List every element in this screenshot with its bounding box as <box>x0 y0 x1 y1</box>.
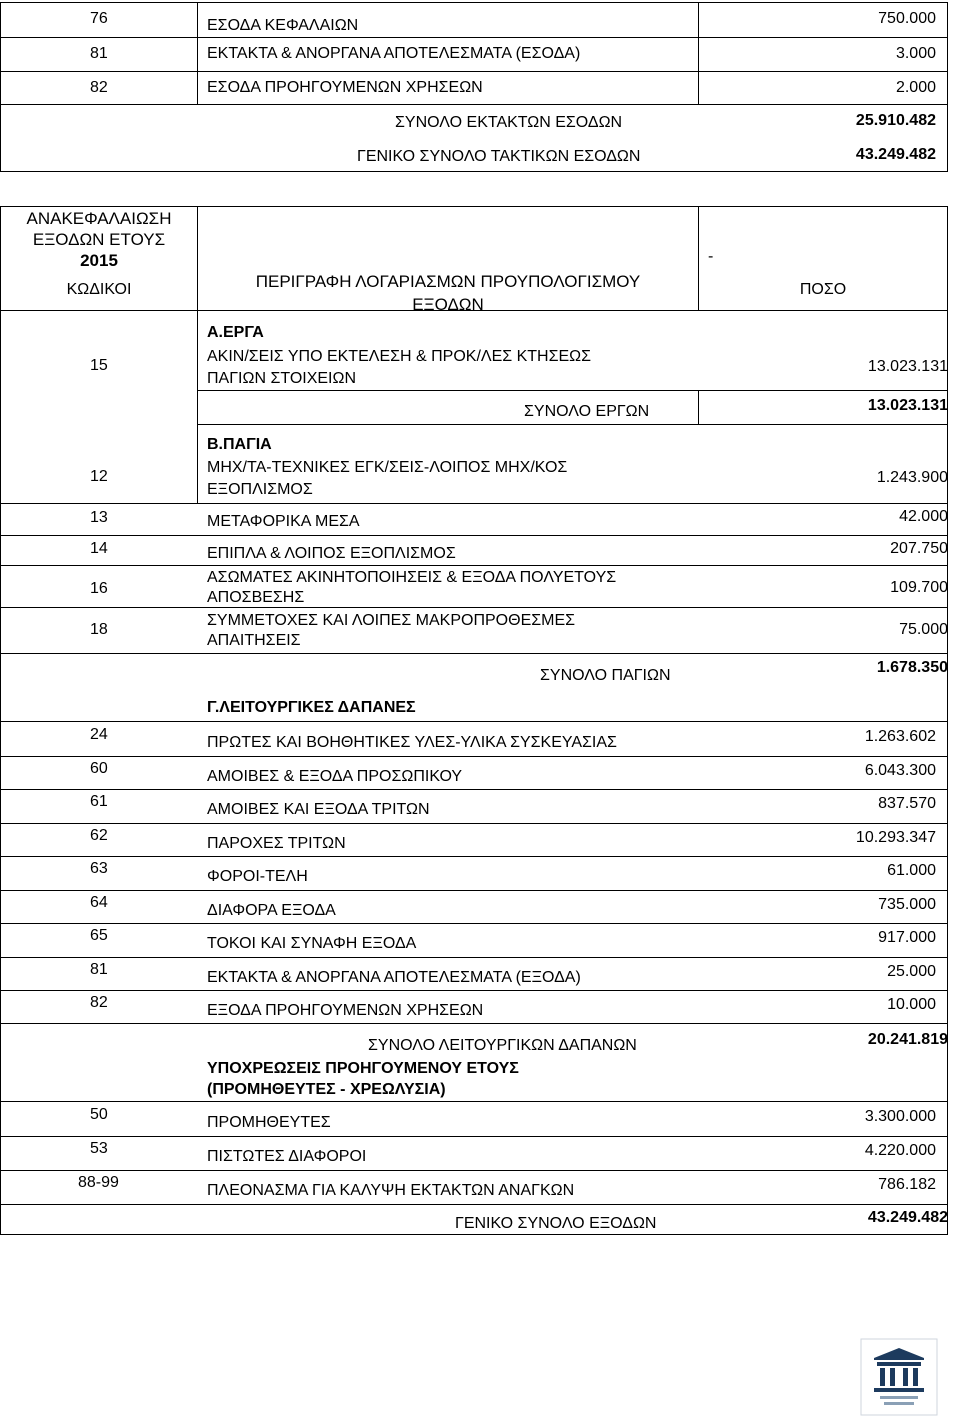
desc-line: ΑΚΙΝ/ΣΕΙΣ ΥΠΟ ΕΚΤΕΛΕΣΗ & ΠΡΟΚ/ΛΕΣ ΚΤΗΣΕΩΣ <box>207 348 592 365</box>
table-row-amount: 917.000 <box>878 929 936 946</box>
table-row-code: 82 <box>90 994 108 1011</box>
amount-column-header: ΠΟΣΟ <box>799 281 847 298</box>
table-row-desc: ΕΞΟΔΑ ΠΡΟΗΓΟΥΜΕΝΩΝ ΧΡΗΣΕΩΝ <box>207 1002 484 1019</box>
table-row-desc: ΠΡΩΤΕΣ ΚΑΙ ΒΟΗΘΗΤΙΚΕΣ ΥΛΕΣ-ΥΛΙΚΑ ΣΥΣΚΕΥΑΣΙΑΣ <box>207 734 617 751</box>
table-row-desc <box>207 457 567 501</box>
section-title <box>207 1058 519 1100</box>
table-row-amount: 735.000 <box>878 895 936 913</box>
expense-summary-title <box>0 208 198 271</box>
title-line: ΑΝΑΚΕΦΑΛΑΙΩΣΗ <box>26 209 172 228</box>
codes-column-header: ΚΩΔΙΚΟΙ <box>66 281 132 298</box>
title-line: ΥΠΟΧΡΕΩΣΕΙΣ ΠΡΟΗΓΟΥΜΕΝΟΥ ΕΤΟΥΣ <box>207 1060 519 1077</box>
table-row-amount: 786.182 <box>878 1176 936 1193</box>
table-row-amount: 13.023.131 <box>867 358 948 375</box>
total-amount: 25.910.482 <box>855 112 936 129</box>
desc-line: ΕΞΟΠΛΙΣΜΟΣ <box>207 481 313 498</box>
total-amount: 43.249.482 <box>855 146 936 163</box>
table-row-amount: 2.000 <box>895 79 936 96</box>
section-title: Γ.ΛΕΙΤΟΥΡΓΙΚΕΣ ΔΑΠΑΝΕΣ <box>207 699 416 716</box>
table-row-code: 64 <box>90 893 108 911</box>
table-row-code: 18 <box>90 621 108 638</box>
desc-line: ΣΥΜΜΕΤΟΧΕΣ ΚΑΙ ΛΟΙΠΕΣ ΜΑΚΡΟΠΡΟΘΕΣΜΕΣ <box>207 612 576 629</box>
table-row-amount: 1.263.602 <box>864 728 936 745</box>
header-dash: - <box>708 248 714 265</box>
table-row-desc: ΔΙΑΦΟΡΑ ΕΞΟΔΑ <box>207 901 336 919</box>
table-row-amount: 4.220.000 <box>864 1142 936 1159</box>
grand-total-amount: 43.249.482 <box>867 1209 948 1226</box>
table-row-desc: ΕΣΟΔΑ ΠΡΟΗΓΟΥΜΕΝΩΝ ΧΡΗΣΕΩΝ <box>207 79 483 96</box>
description-column-header <box>198 270 698 316</box>
table-row-desc: ΠΑΡΟΧΕΣ ΤΡΙΤΩΝ <box>207 834 346 852</box>
table-row-desc <box>207 346 591 390</box>
table-row-amount: 109.700 <box>890 579 948 596</box>
table-row-desc <box>207 568 616 608</box>
table-row-amount: 837.570 <box>878 795 936 812</box>
table-row-amount: 1.243.900 <box>876 469 948 486</box>
table-row-code: 50 <box>90 1106 108 1123</box>
table-row-amount: 25.000 <box>887 962 936 980</box>
section-title: Α.ΕΡΓΑ <box>207 324 264 341</box>
table-row-code: 60 <box>90 759 108 777</box>
total-amount: 1.678.350 <box>876 659 948 676</box>
total-amount: 20.241.819 <box>867 1031 948 1048</box>
table-row-desc: ΤΟΚΟΙ ΚΑΙ ΣΥΝΑΦΗ ΕΞΟΔΑ <box>207 935 417 952</box>
table-row-code: 24 <box>90 726 108 743</box>
table-row-amount: 75.000 <box>899 621 948 638</box>
table-row-desc: ΕΠΙΠΛΑ & ΛΟΙΠΟΣ ΕΞΟΠΛΙΣΜΟΣ <box>207 545 456 562</box>
table-row-desc: ΕΚΤΑΚΤΑ & ΑΝΟΡΓΑΝΑ ΑΠΟΤΕΛΕΣΜΑΤΑ (ΕΣΟΔΑ) <box>207 45 581 62</box>
table-row-amount: 61.000 <box>887 862 936 879</box>
table-row-code: 65 <box>90 927 108 944</box>
table-row-desc: ΠΡΟΜΗΘΕΥΤΕΣ <box>207 1114 331 1131</box>
table-row-amount: 207.750 <box>890 540 948 557</box>
table-row-amount: 10.293.347 <box>855 828 936 846</box>
table-row-code: 76 <box>90 10 108 27</box>
table-row-code: 63 <box>90 860 108 877</box>
total-label: ΣΥΝΟΛΟ ΛΕΙΤΟΥΡΓΙΚΩΝ ΔΑΠΑΝΩΝ <box>368 1037 637 1054</box>
table-row-code: 61 <box>90 793 108 810</box>
title-line: (ΠΡΟΜΗΘΕΥΤΕΣ - ΧΡΕΩΛΥΣΙΑ) <box>207 1081 446 1098</box>
total-label: ΣΥΝΟΛΟ ΕΡΓΩΝ <box>524 403 650 420</box>
total-label: ΣΥΝΟΛΟ ΠΑΓΙΩΝ <box>540 667 671 684</box>
title-year: 2015 <box>80 251 118 270</box>
table-row-desc: ΠΙΣΤΩΤΕΣ ΔΙΑΦΟΡΟΙ <box>207 1148 367 1165</box>
table-row-code: 53 <box>90 1140 108 1157</box>
table-row-desc: ΑΜΟΙΒΕΣ ΚΑΙ ΕΞΟΔΑ ΤΡΙΤΩΝ <box>207 801 430 818</box>
header-line: ΠΕΡΙΓΡΑΦΗ ΛΟΓΑΡΙΑΣΜΩΝ ΠΡΟΥΠΟΛΟΓΙΣΜΟΥ <box>255 272 641 291</box>
table-row-amount: 6.043.300 <box>864 761 936 779</box>
desc-line: ΠΑΓΙΩΝ ΣΤΟΙΧΕΙΩΝ <box>207 370 357 387</box>
table-row-desc: ΠΛΕΟΝΑΣΜΑ ΓΙΑ ΚΑΛΥΨΗ ΕΚΤΑΚΤΩΝ ΑΝΑΓΚΩΝ <box>207 1182 575 1199</box>
table-row-code: 15 <box>90 357 108 374</box>
table-row-code: 62 <box>90 826 108 844</box>
table-row-code: 88-99 <box>78 1174 119 1191</box>
table-row-amount: 42.000 <box>899 508 948 525</box>
table-row-desc: ΦΟΡΟΙ-ΤΕΛΗ <box>207 868 308 885</box>
table-row-desc <box>207 611 575 651</box>
section-title: Β.ΠΑΓΙΑ <box>207 436 272 453</box>
table-row-code: 81 <box>90 45 108 62</box>
header-line: ΕΞΟΔΩΝ <box>412 295 484 314</box>
table-row-code: 82 <box>90 79 108 96</box>
table-row-amount: 750.000 <box>878 10 936 27</box>
table-row-amount: 10.000 <box>887 996 936 1013</box>
municipality-logo-icon <box>860 1338 938 1416</box>
table-row-code: 14 <box>90 540 108 557</box>
title-line: ΕΞΟΔΩΝ ΕΤΟΥΣ <box>32 230 166 249</box>
table-row-code: 81 <box>90 960 108 978</box>
total-label: ΣΥΝΟΛΟ ΕΚΤΑΚΤΩΝ ΕΣΟΔΩΝ <box>395 114 623 131</box>
table-row-desc: ΜΕΤΑΦΟΡΙΚΑ ΜΕΣΑ <box>207 513 360 530</box>
table-row-amount: 3.300.000 <box>864 1108 936 1125</box>
table-row-code: 13 <box>90 509 108 526</box>
table-row-code: 12 <box>90 468 108 485</box>
desc-line: ΑΠΑΙΤΗΣΕΙΣ <box>207 632 301 649</box>
desc-line: ΑΠΟΣΒΕΣΗΣ <box>207 589 305 606</box>
total-label: ΓΕΝΙΚΟ ΣΥΝΟΛΟ ΤΑΚΤΙΚΩΝ ΕΣΟΔΩΝ <box>357 148 641 165</box>
table-row-amount: 3.000 <box>895 45 936 62</box>
table-row-desc: ΑΜΟΙΒΕΣ & ΕΞΟΔΑ ΠΡΟΣΩΠΙΚΟΥ <box>207 767 463 785</box>
table-row-code: 16 <box>90 580 108 597</box>
desc-line: ΑΣΩΜΑΤΕΣ ΑΚΙΝΗΤΟΠΟΙΗΣΕΙΣ & ΕΞΟΔΑ ΠΟΛΥΕΤΟΥΣ <box>207 569 617 586</box>
total-amount: 13.023.131 <box>867 397 948 414</box>
table-row-desc: ΕΣΟΔΑ ΚΕΦΑΛΑΙΩΝ <box>207 17 359 34</box>
grand-total-label: ΓΕΝΙΚΟ ΣΥΝΟΛΟ ΕΞΟΔΩΝ <box>455 1215 657 1232</box>
desc-line: ΜΗΧ/ΤΑ-ΤΕΧΝΙΚΕΣ ΕΓΚ/ΣΕΙΣ-ΛΟΙΠΟΣ ΜΗΧ/ΚΟΣ <box>207 459 568 476</box>
table-row-desc: ΕΚΤΑΚΤΑ & ΑΝΟΡΓΑΝΑ ΑΠΟΤΕΛΕΣΜΑΤΑ (ΕΞΟΔΑ) <box>207 968 581 986</box>
